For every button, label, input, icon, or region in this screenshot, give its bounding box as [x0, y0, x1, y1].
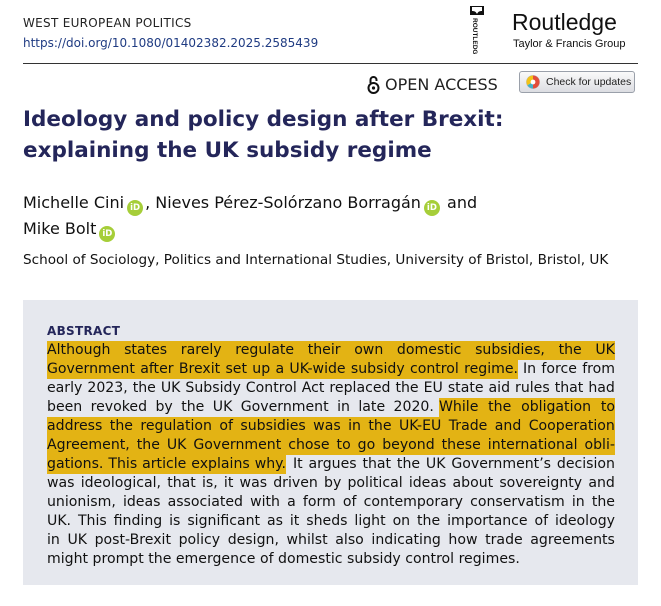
abstract-word: gations. — [47, 456, 104, 472]
abstract-word: In — [523, 361, 537, 377]
author-list: Michelle Cini iD , Nieves Pérez-Solórzano Borragán iD and Mike Bolt iD — [23, 190, 583, 242]
abstract-word: Subsidy — [185, 380, 241, 396]
header-divider — [23, 63, 638, 64]
abstract-word: ideas — [122, 494, 161, 510]
abstract-word: significant — [187, 513, 261, 529]
abstract-line: might prompt the emergence of domestic subsidy control regimes. — [47, 551, 520, 567]
abstract-word: the — [368, 418, 392, 434]
orcid-icon[interactable]: iD — [424, 200, 440, 216]
abstract-word: Brexit — [178, 361, 221, 377]
abstract-word: early — [47, 380, 83, 396]
abstract-word: to — [336, 437, 351, 453]
abstract-word: international — [487, 437, 578, 453]
author-conjunction: and — [447, 193, 478, 212]
abstract-word: contemporary — [363, 494, 463, 510]
abstract-word: states — [124, 342, 168, 358]
abstract-word: beyond — [382, 437, 435, 453]
abstract-word: had — [588, 380, 615, 396]
abstract-word: post-Brexit — [94, 532, 171, 548]
orcid-icon[interactable]: iD — [127, 200, 143, 216]
abstract-word: after — [140, 361, 174, 377]
text-span — [293, 455, 615, 474]
abstract-word: and — [494, 418, 522, 434]
abstract-line — [47, 398, 615, 417]
abstract-word: subsidy — [350, 361, 405, 377]
highlight-span — [47, 360, 518, 379]
abstract-word: design, — [227, 532, 279, 548]
abstract-word: in — [47, 532, 60, 548]
abstract-word: set — [225, 361, 247, 377]
abstract-word: the — [109, 418, 133, 434]
abstract-word: regime. — [464, 361, 518, 377]
abstract-word: in — [337, 399, 350, 415]
abstract-word: domestic — [396, 342, 462, 358]
abstract-line — [47, 417, 615, 436]
author-name[interactable]: Mike Bolt — [23, 219, 97, 238]
abstract-word: Government — [240, 399, 329, 415]
title-line-1: Ideology and policy design after Brexit: — [23, 107, 504, 132]
abstract-word: the — [417, 513, 441, 529]
highlight-span — [47, 455, 286, 474]
abstract-word: 2020. — [393, 399, 434, 415]
abstract-word: UK — [160, 380, 181, 396]
abstract-word: whilst — [286, 532, 328, 548]
abstract-word: in — [348, 418, 361, 434]
abstract-word: it — [289, 513, 300, 529]
text-span — [523, 360, 615, 379]
abstract-word: in — [571, 494, 585, 510]
abstract-word: state — [447, 380, 484, 396]
routledge-logo-icon — [470, 6, 500, 54]
abstract-word: trade — [485, 532, 523, 548]
abstract-line — [47, 436, 615, 455]
abstract-word: UK. — [47, 513, 72, 529]
abstract-word: the — [591, 494, 615, 510]
abstract-word: importance — [447, 513, 528, 529]
abstract-word: subsidies, — [475, 342, 545, 358]
abstract-word: Act — [301, 380, 325, 396]
abstract-word: ideology — [555, 513, 615, 529]
abstract-word: Government — [193, 437, 282, 453]
abstract-word: UK — [595, 342, 615, 358]
abstract-word: UK-wide — [289, 361, 346, 377]
abstract-word: revoked — [90, 399, 148, 415]
abstract-word: a — [275, 361, 285, 377]
abstract-word: go — [357, 437, 376, 453]
orcid-icon[interactable]: iD — [99, 226, 115, 242]
abstract-word: of — [342, 494, 357, 510]
abstract-line — [47, 379, 615, 398]
routledge-logo — [470, 6, 500, 54]
abstract-word: unionism, — [47, 494, 116, 510]
abstract-word: obli- — [584, 437, 615, 453]
abstract-word: light — [354, 513, 386, 529]
abstract-word: their — [307, 342, 341, 358]
abstract-word: UK — [67, 532, 88, 548]
open-lock-icon — [367, 75, 380, 94]
abstract-word: on — [392, 513, 411, 529]
abstract-word: to — [600, 399, 615, 415]
abstract-word: Control — [245, 380, 297, 396]
abstract-word: regulate — [235, 342, 295, 358]
doi-link[interactable]: https://doi.org/10.1080/01402382.2025.2585439 — [23, 36, 319, 50]
abstract-word: Trade — [448, 418, 488, 434]
abstract-word: the — [488, 399, 512, 415]
abstract-word: the — [136, 437, 160, 453]
abstract-word: that — [167, 475, 196, 491]
abstract-word: 2023, — [87, 380, 128, 396]
title-line-2: explaining the UK subsidy regime — [23, 138, 432, 163]
abstract-word: It — [293, 456, 303, 472]
abstract-word: is — [169, 513, 181, 529]
abstract-word: up — [252, 361, 271, 377]
abstract-word: why. — [254, 456, 286, 472]
article-title — [23, 104, 623, 166]
abstract-word: of — [219, 418, 233, 434]
abstract-word: argues — [308, 456, 357, 472]
abstract-word: sheds — [306, 513, 348, 529]
abstract-word: by — [324, 475, 342, 491]
abstract-word: obligation — [521, 399, 592, 415]
publisher-vertical-text: ROUTLEDGE — [471, 18, 478, 54]
abstract-line — [47, 493, 615, 512]
abstract-word: and — [588, 475, 615, 491]
abstract-word: is, — [202, 475, 218, 491]
abstract-word: Cooperation — [528, 418, 615, 434]
abstract-word: Government — [47, 361, 135, 377]
text-span — [47, 398, 434, 417]
abstract-line — [47, 474, 615, 493]
abstract-line — [47, 512, 615, 531]
abstract-word: about — [452, 475, 494, 491]
abstract-word: Although — [47, 342, 111, 358]
publisher-group: Taylor & Francis Group — [513, 38, 626, 50]
abstract-word: late — [358, 399, 386, 415]
abstract-word: ideas — [408, 475, 447, 491]
abstract-word: regulation — [140, 418, 212, 434]
abstract-word: own — [354, 342, 384, 358]
abstract-word: UK — [166, 437, 187, 453]
crossmark-icon — [526, 75, 540, 89]
author-name[interactable]: Michelle Cini — [23, 193, 125, 212]
abstract-word: rarely — [180, 342, 222, 358]
abstract-word: sovereignty — [499, 475, 583, 491]
abstract-word: the — [558, 342, 582, 358]
abstract-word: was — [313, 418, 341, 434]
abstract-word: Agreement, — [47, 437, 130, 453]
abstract-word: While — [439, 399, 479, 415]
abstract-heading: ABSTRACT — [47, 324, 121, 338]
abstract-word: subsidies — [240, 418, 306, 434]
abstract-word: control — [409, 361, 459, 377]
open-access-badge — [367, 75, 498, 94]
abstract-word: of — [534, 513, 549, 529]
abstract-line — [47, 360, 615, 379]
abstract-word: political — [347, 475, 403, 491]
abstract-line — [47, 531, 615, 550]
abstract-word: This — [108, 456, 138, 472]
abstract-word: address — [47, 418, 103, 434]
journal-name: WEST EUROPEAN POLITICS — [23, 16, 192, 30]
abstract-word: form — [302, 494, 336, 510]
abstract-word: the — [132, 380, 156, 396]
abstract-word: driven — [273, 475, 318, 491]
open-access-label: OPEN ACCESS — [385, 75, 498, 94]
abstract-word: UK — [425, 456, 446, 472]
abstract-word: these — [441, 437, 481, 453]
abstract-word: by — [155, 399, 173, 415]
abstract-word: This — [77, 513, 107, 529]
abstract-word: decision — [556, 456, 615, 472]
abstract-word: that — [554, 380, 584, 396]
publisher-name: Routledge — [512, 9, 617, 35]
abstract-word: indicating — [371, 532, 441, 548]
abstract-word: rules — [515, 380, 550, 396]
abstract-word: the — [396, 456, 421, 472]
abstract-word: a — [287, 494, 296, 510]
abstract-word: associated — [167, 494, 243, 510]
abstract-word: the — [181, 399, 205, 415]
abstract-word: UK-EU — [398, 418, 442, 434]
abstract-word: also — [335, 532, 364, 548]
author-name[interactable]: Nieves Pérez-Solórzano Borragán — [155, 193, 421, 212]
abstract-word: force — [541, 361, 577, 377]
abstract-word: from — [582, 361, 615, 377]
abstract-word: as — [267, 513, 283, 529]
check-for-updates-label: Check for updates — [546, 76, 632, 88]
abstract-word: that — [362, 456, 392, 472]
abstract-line — [47, 341, 615, 360]
abstract-word: been — [47, 399, 83, 415]
abstract-word: EU — [423, 380, 443, 396]
check-for-updates-button[interactable] — [519, 71, 635, 93]
abstract-word: finding — [113, 513, 163, 529]
abstract-word: chose — [288, 437, 330, 453]
abstract-word: the — [395, 380, 419, 396]
abstract-word: was — [239, 475, 268, 491]
abstract-word: ideological, — [80, 475, 162, 491]
abstract-word: explains — [191, 456, 250, 472]
abstract-word: how — [448, 532, 478, 548]
abstract-word: replaced — [329, 380, 391, 396]
affiliation: School of Sociology, Politics and International Studies, University of Bristol, Bristol, UK — [23, 252, 609, 268]
abstract-word: policy — [178, 532, 221, 548]
abstract-word: was — [47, 475, 75, 491]
abstract-word: it — [223, 475, 234, 491]
abstract-word: with — [250, 494, 280, 510]
abstract-word: Government’s — [451, 456, 552, 472]
abstract-word: agreements — [530, 532, 615, 548]
abstract-word: article — [142, 456, 187, 472]
highlight-span — [439, 398, 615, 417]
abstract-word: UK — [212, 399, 233, 415]
abstract-word: conservatism — [470, 494, 565, 510]
abstract-word: aid — [488, 380, 511, 396]
abstract-line — [47, 455, 615, 474]
